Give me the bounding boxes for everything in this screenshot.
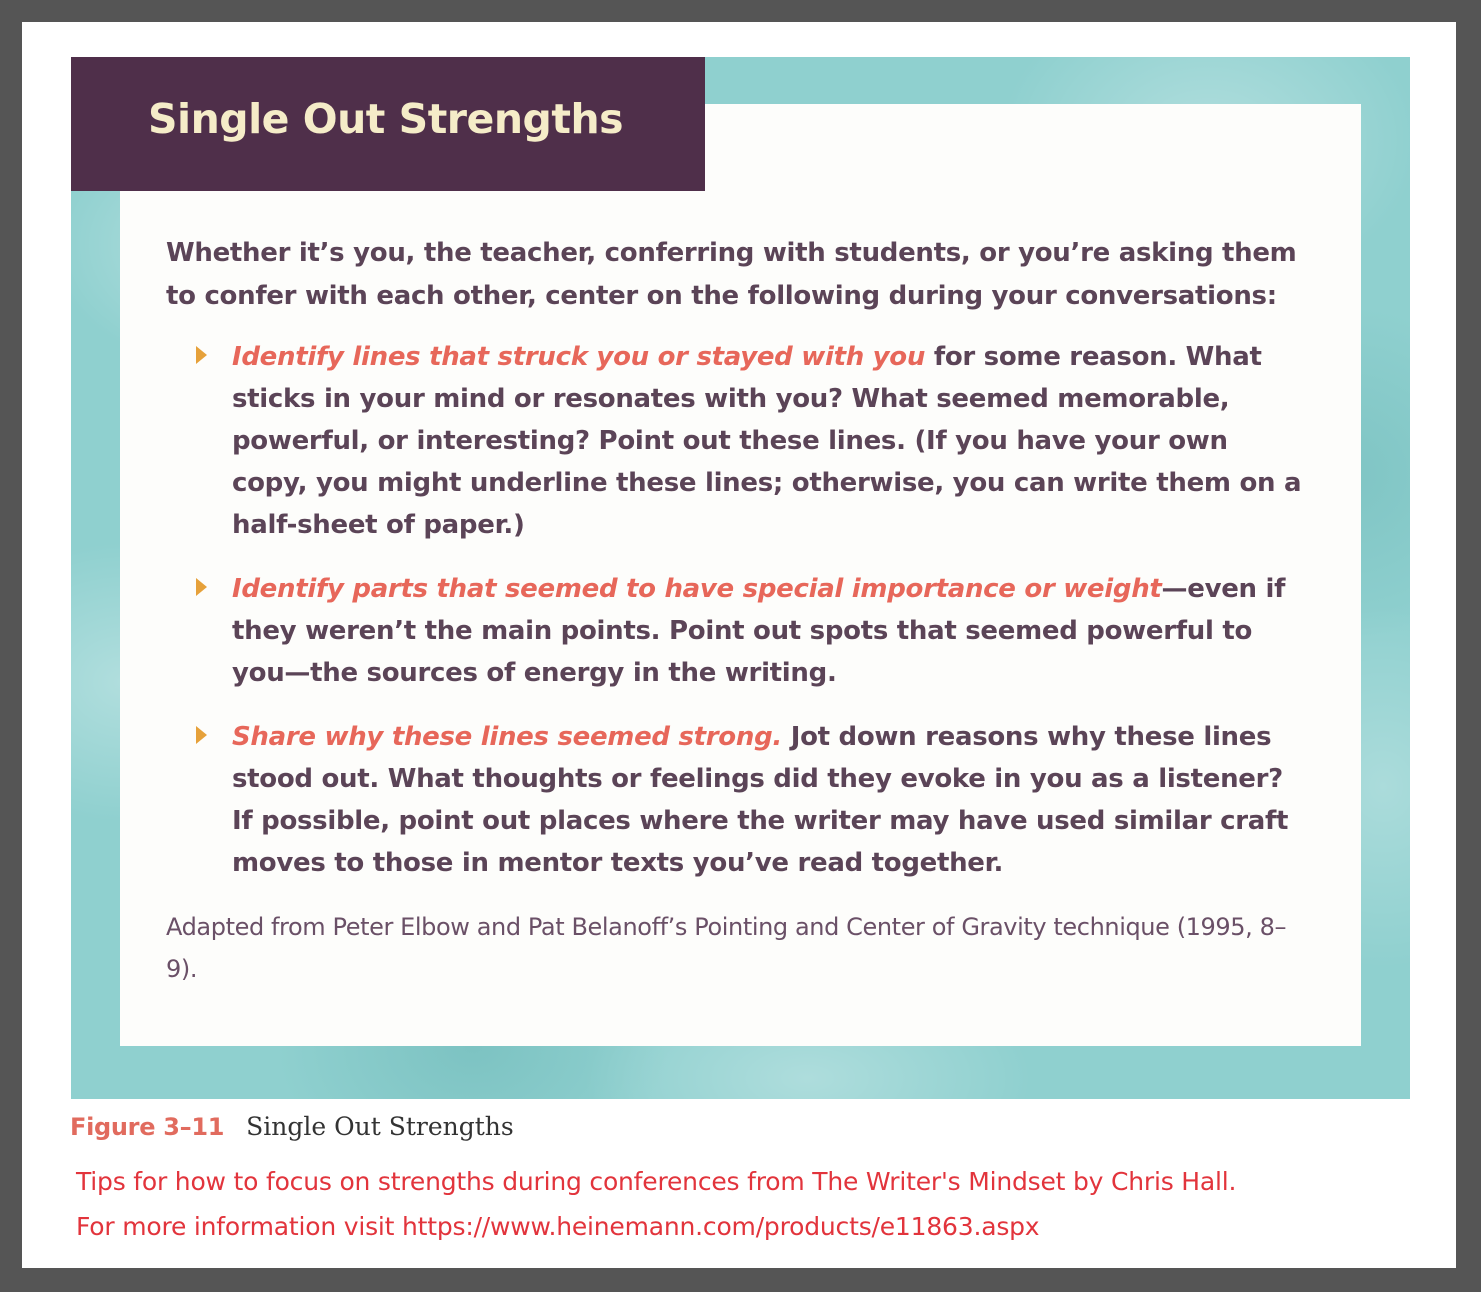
list-item <box>166 568 1306 694</box>
card-content <box>166 232 1306 990</box>
intro-paragraph: Whether it’s you, the teacher, conferring with students, or you’re asking them to confer with each other, center on the following during your conversations: <box>166 238 1297 311</box>
bullet-text: Jot down reasons why these lines stood out. What thoughts or feelings did they evoke in you as a listener? If possible, point out places where the writer may have used similar craft moves to those in mentor texts you’ve read together. <box>232 722 1289 878</box>
bullet-text: for some reason. What sticks in your mind or resonates with you? What seemed memorable, powerful, or interesting? Point out these lines. (If you have your own copy, you might underline these lines; otherwise, you can write them on a half-sheet of paper.) <box>232 342 1302 540</box>
card-title: Single Out Strengths <box>148 95 624 143</box>
citation-note: Adapted from Peter Elbow and Pat Belanoff’s Pointing and Center of Gravity technique (1995, 8–9). <box>166 913 1287 983</box>
strengths-list <box>166 336 1306 884</box>
list-item <box>166 336 1306 546</box>
source-caption <box>76 1159 1436 1249</box>
bullet-highlight: Identify lines that struck you or stayed with you <box>232 342 926 372</box>
triangle-bullet-icon <box>196 578 207 596</box>
bullet-highlight: Identify parts that seemed to have special importance or weight <box>232 574 1162 604</box>
triangle-bullet-icon <box>196 346 207 364</box>
caption-line: Tips for how to focus on strengths during conferences from The Writer's Mindset by Chris Hall. <box>76 1167 1237 1196</box>
caption-line-link[interactable]: For more information visit https://www.heinemann.com/products/e11863.aspx <box>76 1212 1040 1241</box>
figure-label: Figure 3–11 <box>70 1113 225 1141</box>
triangle-bullet-icon <box>196 726 207 744</box>
figure-title: Single Out Strengths <box>246 1112 514 1141</box>
bullet-highlight: Share why these lines seemed strong. <box>232 722 782 752</box>
figure-caption <box>70 1112 514 1141</box>
bullet-text: —even if they weren’t the main points. Point out spots that seemed powerful to you—the sources of energy in the writing. <box>232 574 1286 688</box>
page-sheet <box>22 22 1456 1268</box>
list-item <box>166 716 1306 884</box>
title-banner <box>71 57 705 191</box>
